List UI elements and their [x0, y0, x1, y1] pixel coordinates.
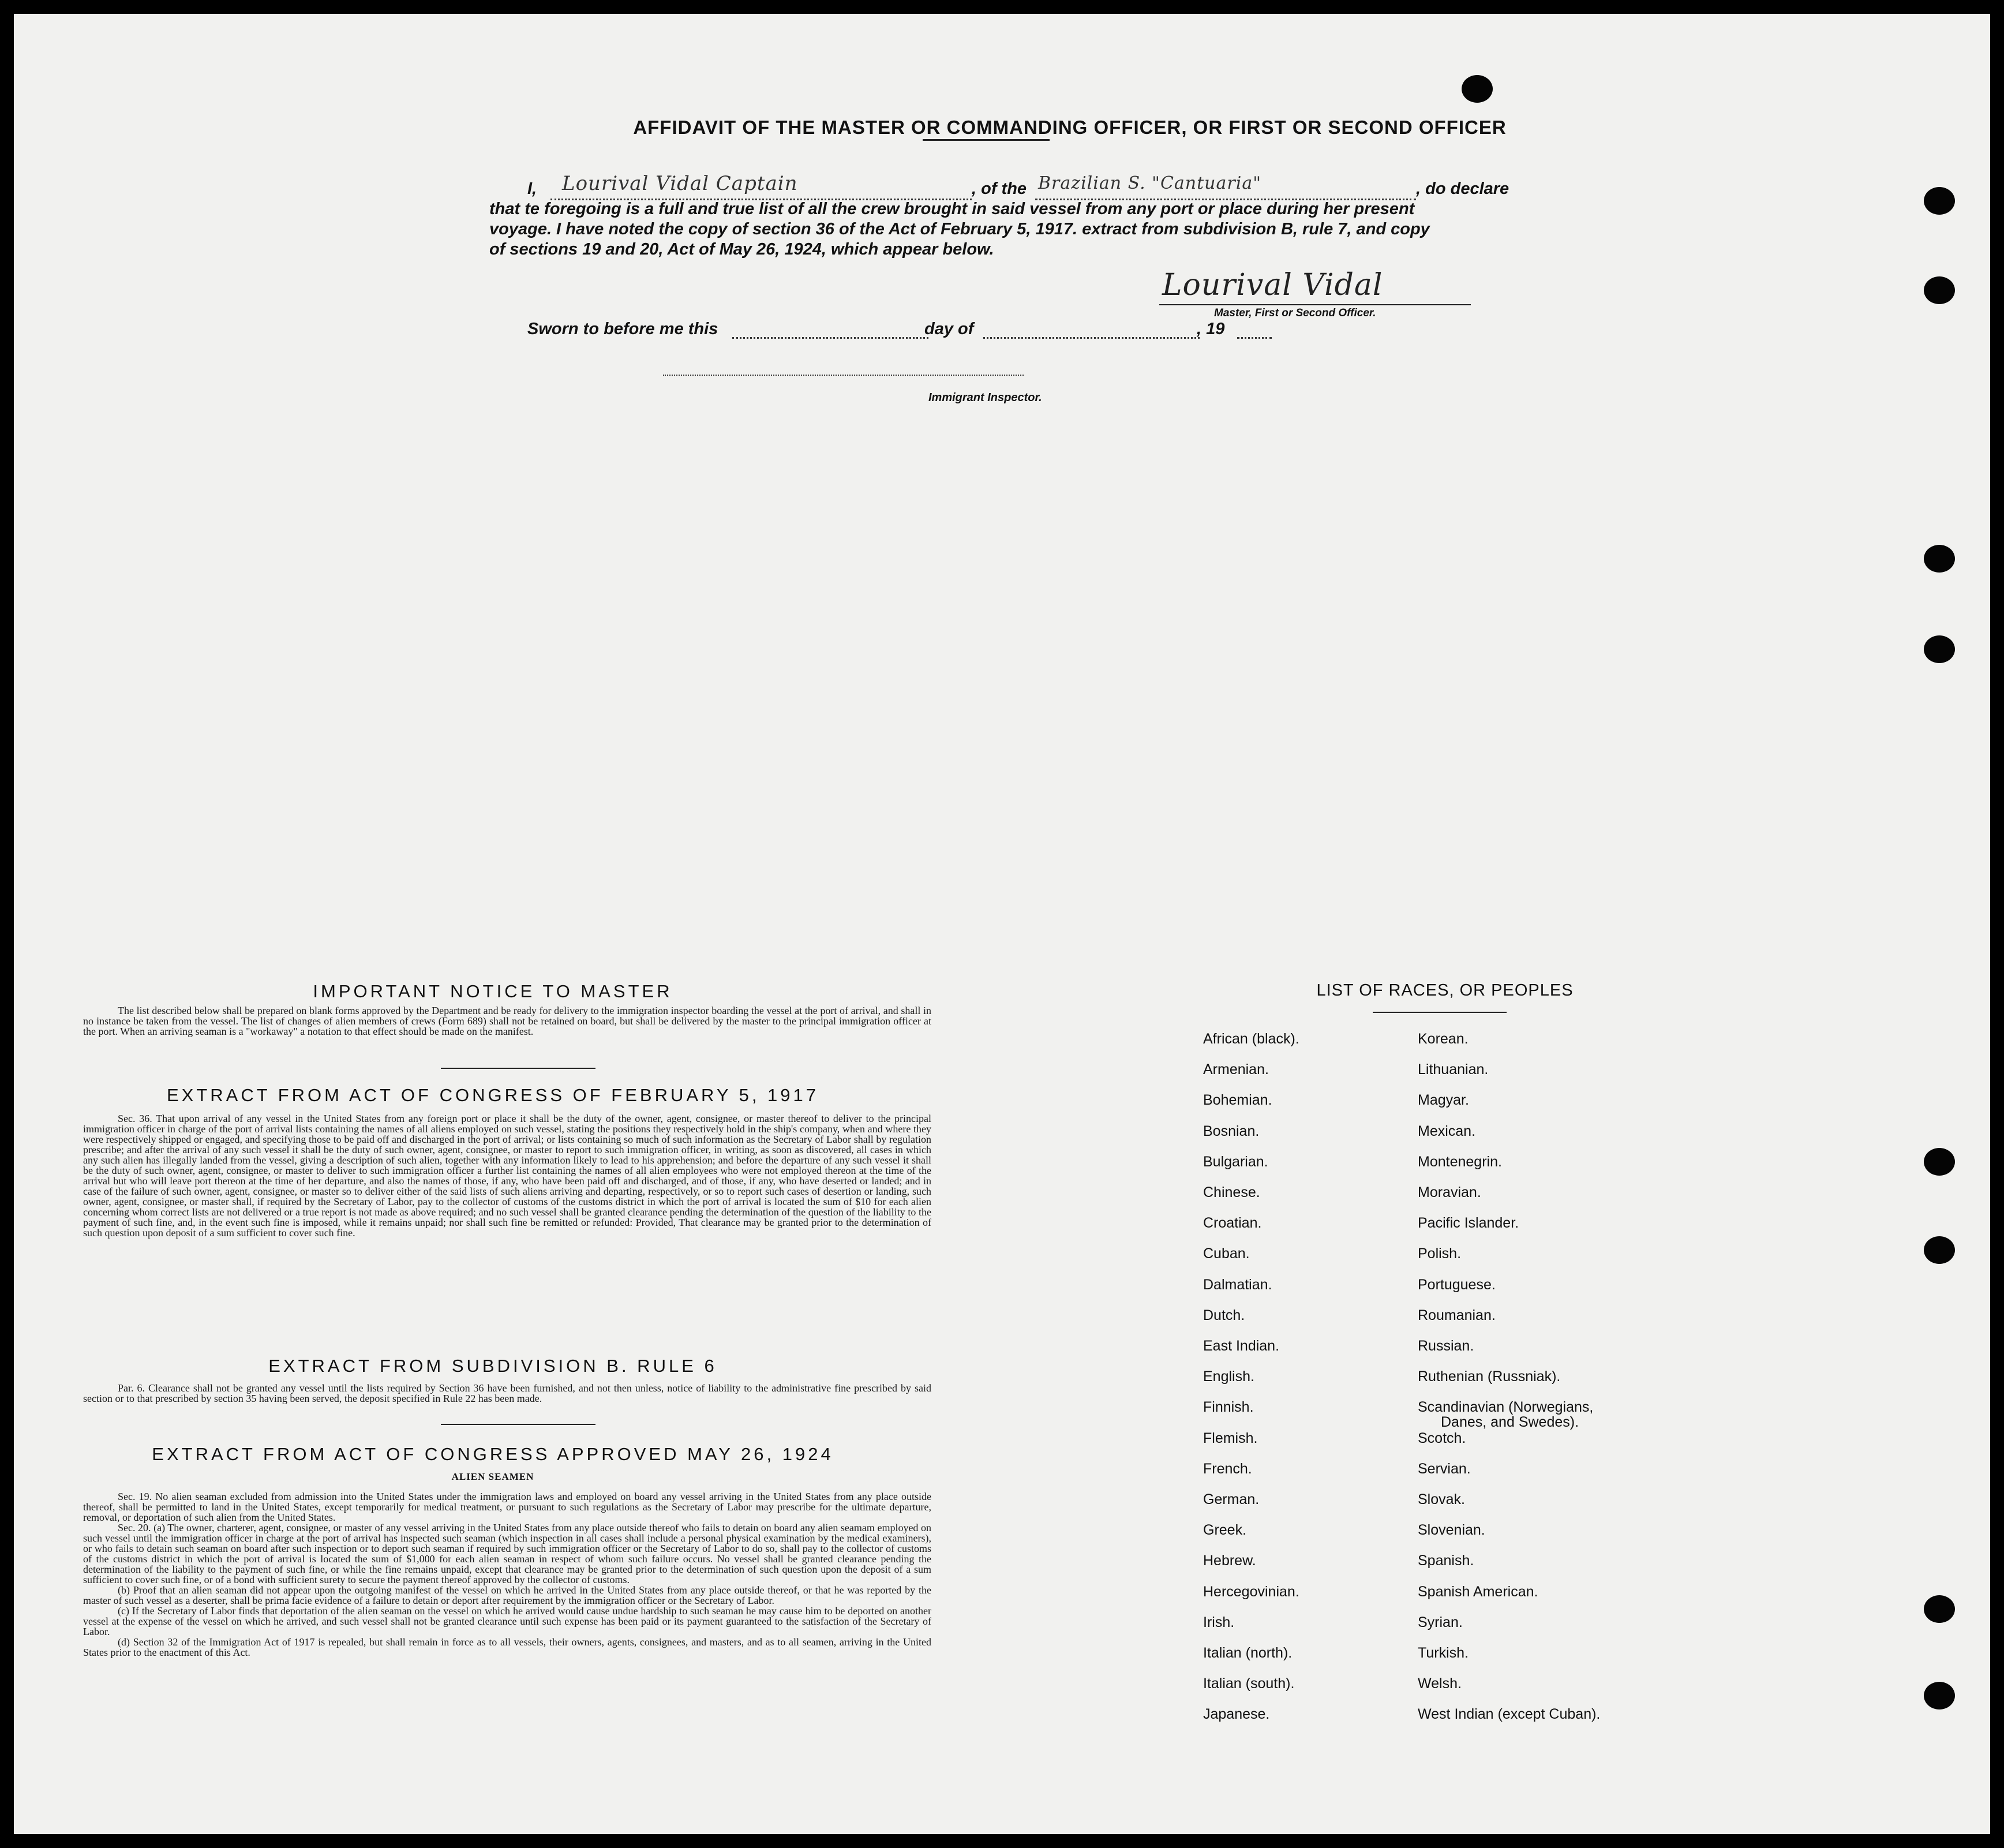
race-right-item: Lithuanian. — [1418, 1061, 1489, 1078]
day-of-label: day of — [924, 320, 974, 338]
sec-20a-paragraph: Sec. 20. (a) The owner, charterer, agent, consignee, or master of any vessel arriving in the United States from any place outside thereof who fails to detain on board any alien seamam employed on such vessel until the immigration officer in charge at the port of arrival has inspected such seaman (which inspection in all cases shall include a personal physical examination by the medical examiners), or who fails to detain such seaman on board after such inspection or to deport such seaman if required by such immigration officer or the Secretary of Labor to do so, shall pay to the collector of customs of the customs district in which the port of arrival is located the sum of $1,000 for each alien seaman in respect of whom such failure occurs. No vessel shall be granted clearance pending the determination of the liability to the payment of such fine, or while the fine remains unpaid, except that clearance may be granted prior to the determination of such question upon the deposit of a sum sufficient to cover such fine, or of a bond with sufficient surety to secure the payment thereof approved by the collector of customs. — [83, 1522, 931, 1585]
race-left-item: German. — [1203, 1491, 1260, 1507]
race-left-item: Armenian. — [1203, 1061, 1269, 1078]
punch-hole — [1924, 635, 1955, 663]
divider — [923, 139, 1050, 141]
vessel-handwritten: Brazilian S. "Cantuaria" — [1038, 173, 1262, 193]
race-right-item: Scandinavian (Norwegians, — [1418, 1399, 1594, 1415]
sec-20b-paragraph: (b) Proof that an alien seaman did not appear upon the outgoing manifest of the vessel on which he arrived in the United States from any place outside thereof, or that he was reported by the master of such vessel as a deserter, shall be prima facie evidence of a failure to detain or deport after requirement by the immigration officer or the Secretary of Labor. — [83, 1584, 931, 1606]
race-left-item: Hercegovinian. — [1203, 1584, 1299, 1600]
race-left-item: Chinese. — [1203, 1184, 1260, 1200]
sworn-month-line — [983, 337, 1200, 339]
race-right-item: Magyar. — [1418, 1092, 1469, 1108]
sec-20d-paragraph: (d) Section 32 of the Immigration Act of 1917 is repealed, but shall remain in force as to all vessels, their owners, agents, consignees, and masters, and as to all seamen, arriving in the United States prior to the enactment of this Act. — [83, 1636, 931, 1658]
affidavit-line-3: voyage. I have noted the copy of section 36 of the Act of February 5, 1917. extract from subdivision B, rule 7, and copy — [489, 220, 1430, 238]
inspector-line — [663, 375, 1024, 376]
extract-1917-heading: EXTRACT FROM ACT OF CONGRESS OF FEBRUARY 5, 1917 — [166, 1085, 819, 1105]
race-left-item: Greek. — [1203, 1522, 1247, 1538]
race-right-item: Scotch. — [1418, 1430, 1466, 1446]
punch-hole — [1924, 545, 1955, 573]
alien-seamen-subheading: ALIEN SEAMEN — [451, 1471, 534, 1482]
punch-hole — [1924, 187, 1955, 215]
extract-1917-paragraph: Sec. 36. That upon arrival of any vessel in the United States from any foreign port or place it shall be the duty of the owner, agent, consignee, or master thereof to deliver to the principal immigration officer in charge of the port of arrival lists containing the names of all aliens employed on such vessel, stating the positions they respectively hold in the ship's company, when and where they were respectively shipped or engaged, and specifying those to be paid off and discharged in the port of arrival; or lists containing so much of such information as the Secretary of Labor shall by regulation prescribe; and after the arrival of any such vessel it shall be the duty of such owner, agent, consignee, or master to report to such immigration officer, in writing, as soon as discovered, all cases in which any such alien has illegally landed from the vessel, giving a description of such alien, together with any information likely to lead to his apprehension; and before the departure of any such vessel it shall be the duty of such owner, agent, consignee, or master to deliver to such immigration officer a further list containing the names of all alien employees who were not employed thereon at the time of the arrival but who will leave port thereon at the time of her departure, and also the names of those, if any, who have been paid off and discharged, and of those, if any, who have deserted or landed; and in case of the failure of such owner, agent, consignee, or master so to deliver either of the said lists of such aliens arriving and departing, respectively, or so to report such cases of desertion or landing, such owner, agent, consignee, or master shall, if required by the Secretary of Labor, pay to the collector of customs of the customs district in which the port of arrival is located the sum of $10 for each alien concerning whom correct lists are not delivered or a true report is not made as above required; and no such vessel shall be granted clearance pending the determination of the question of the liability to the payment of such fine, and, in the event such fine is imposed, while it remains unpaid; nor shall such fine be remitted or refunded: Provided, That clearance may be granted prior to the determination of such question upon deposit of a sum sufficient to cover such fine. — [83, 1113, 931, 1239]
race-right-item: Moravian. — [1418, 1184, 1481, 1200]
race-left-item: Cuban. — [1203, 1245, 1250, 1262]
race-right-item: Spanish American. — [1418, 1584, 1538, 1600]
sworn-year-line — [1237, 337, 1272, 339]
race-left-item: Hebrew. — [1203, 1553, 1256, 1569]
signature-caption: Master, First or Second Officer. — [1214, 307, 1376, 319]
race-right-item: Polish. — [1418, 1245, 1462, 1262]
race-right-item: Roumanian. — [1418, 1307, 1496, 1323]
race-right-item: Servian. — [1418, 1461, 1471, 1477]
race-left-item: Dalmatian. — [1203, 1277, 1272, 1293]
punch-hole — [1924, 1236, 1955, 1264]
affidavit-line-1 — [527, 178, 537, 199]
race-right-item: Welsh. — [1418, 1675, 1462, 1692]
race-right-continuation: Danes, and Swedes). — [1441, 1414, 1579, 1430]
race-left-item: Italian (south). — [1203, 1675, 1295, 1692]
divider — [441, 1424, 595, 1425]
divider — [441, 1068, 595, 1069]
punch-hole — [1924, 1682, 1955, 1709]
extract-1924-text — [83, 1491, 931, 1658]
race-right-item: Mexican. — [1418, 1123, 1476, 1139]
race-left-item: Flemish. — [1203, 1430, 1258, 1446]
race-right-item: Ruthenian (Russniak). — [1418, 1368, 1561, 1385]
race-left-item: Bohemian. — [1203, 1092, 1272, 1108]
affidavit-line-2: that te foregoing is a full and true list of all the crew brought in said vessel from any port or place during her present — [489, 200, 1415, 218]
document-page — [14, 14, 1990, 1834]
races-heading: LIST OF RACES, OR PEOPLES — [1316, 981, 1574, 1000]
sworn-label: Sworn to before me this — [527, 320, 718, 338]
race-left-item: East Indian. — [1203, 1338, 1280, 1354]
subdivision-text — [83, 1383, 931, 1404]
affidavit-line-4: of sections 19 and 20, Act of May 26, 1924, which appear below. — [489, 240, 994, 259]
punch-hole — [1924, 276, 1955, 304]
race-left-item: Japanese. — [1203, 1706, 1270, 1722]
year-label: , 19 — [1197, 320, 1225, 338]
race-left-item: African (black). — [1203, 1031, 1299, 1047]
sworn-day-line — [732, 337, 928, 339]
punch-hole — [1924, 1595, 1955, 1623]
race-left-item: French. — [1203, 1461, 1252, 1477]
affidavit-title: AFFIDAVIT OF THE MASTER OR COMMANDING OFFICER, OR FIRST OR SECOND OFFICER — [633, 117, 1507, 138]
notice-heading: IMPORTANT NOTICE TO MASTER — [313, 981, 673, 1001]
race-right-item: Slovenian. — [1418, 1522, 1485, 1538]
of-the-label: , of the — [972, 179, 1027, 198]
signature-line — [1159, 304, 1471, 305]
subdivision-heading: EXTRACT FROM SUBDIVISION B. RULE 6 — [268, 1356, 717, 1376]
do-declare-label: , do declare — [1416, 179, 1509, 198]
punch-hole — [1924, 1148, 1955, 1176]
race-right-item: Syrian. — [1418, 1614, 1463, 1630]
master-name-handwritten: Lourival Vidal Captain — [562, 172, 798, 195]
i-label: I, — [527, 179, 537, 198]
race-left-item: Italian (north). — [1203, 1645, 1293, 1661]
race-right-item: Korean. — [1418, 1031, 1469, 1047]
race-left-item: English. — [1203, 1368, 1254, 1385]
notice-paragraph: The list described below shall be prepared on blank forms approved by the Department and be ready for delivery to the immigration inspector boarding the vessel at the port of arrival, and shall in no instance be taken from the vessel. The list of changes of alien members of crews (Form 689) shall not be retained on board, but shall be delivered by the master to the principal immigration officer at the port. When an arriving seaman is a "workaway" a notation to that effect should be made on the manifest. — [83, 1005, 931, 1037]
race-left-item: Finnish. — [1203, 1399, 1254, 1415]
signature-handwritten: Lourival Vidal — [1162, 268, 1383, 302]
extract-1917-text — [83, 1113, 931, 1238]
subdivision-paragraph: Par. 6. Clearance shall not be granted any vessel until the lists required by Section 36 have been furnished, and not then unless, notice of liability to the administrative fine prescribed by said section or to that prescribed by section 35 having been served, the deposit specified in Rule 22 has been made. — [83, 1382, 931, 1404]
race-right-item: Portuguese. — [1418, 1277, 1496, 1293]
race-right-item: Montenegrin. — [1418, 1154, 1502, 1170]
race-right-item: West Indian (except Cuban). — [1418, 1706, 1601, 1722]
race-right-item: Turkish. — [1418, 1645, 1469, 1661]
notice-text — [83, 1005, 931, 1037]
race-left-item: Irish. — [1203, 1614, 1235, 1630]
inspector-caption: Immigrant Inspector. — [928, 391, 1042, 404]
race-left-item: Dutch. — [1203, 1307, 1245, 1323]
race-right-item: Russian. — [1418, 1338, 1474, 1354]
sec-19-paragraph: Sec. 19. No alien seaman excluded from admission into the United States under the immigration laws and employed on board any vessel arriving in the United States from any place outside thereof, shall be permitted to land in the United States, except temporarily for medical treatment, or pursuant to such regulations as the Secretary of Labor may prescribe for the ultimate departure, removal, or deportation of such alien from the United States. — [83, 1491, 931, 1523]
punch-hole — [1462, 75, 1493, 103]
race-right-item: Spanish. — [1418, 1553, 1474, 1569]
race-left-item: Bosnian. — [1203, 1123, 1260, 1139]
race-left-item: Bulgarian. — [1203, 1154, 1268, 1170]
extract-1924-heading: EXTRACT FROM ACT OF CONGRESS APPROVED MAY 26, 1924 — [152, 1444, 834, 1464]
race-right-item: Slovak. — [1418, 1491, 1465, 1507]
divider — [1373, 1012, 1507, 1013]
race-right-item: Pacific Islander. — [1418, 1215, 1519, 1231]
race-left-item: Croatian. — [1203, 1215, 1262, 1231]
sec-20c-paragraph: (c) If the Secretary of Labor finds that deportation of the alien seaman on the vessel on which he arrived would cause undue hardship to such seaman he may cause him to be deported on another vessel at the expense of the vessel on which he arrived, and such vessel shall not be granted clearance until such expense has been paid or its payment guaranteed to the satisfaction of the Secretary of Labor. — [83, 1605, 931, 1637]
